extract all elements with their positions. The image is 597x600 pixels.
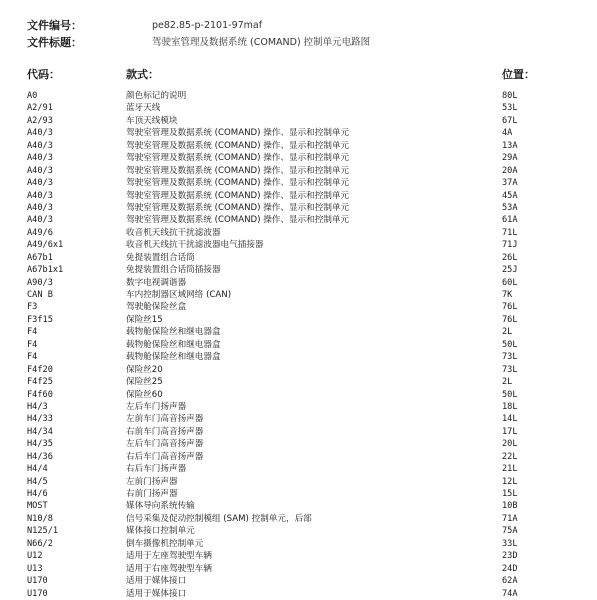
component-description: 驾驶室管理及数据系统 (COMAND) 操作、显示和控制单元 [126,215,350,226]
component-description: 车内控制器区域网络 (CAN) [126,290,232,300]
component-code: A40/3 [27,202,53,213]
component-description: 驾驶舱保险丝盒 [126,302,187,313]
component-code: A67b1x1 [27,265,64,276]
component-position: 10B [502,501,518,512]
component-description: 左后车门高音扬声器 [126,439,204,450]
component-position: 26L [502,252,518,263]
component-position: 53L [502,103,518,114]
component-code: H4/33 [27,414,53,425]
component-code: A40/3 [27,215,53,226]
component-position: 20L [502,439,518,450]
component-code: U13 [27,563,43,574]
component-position: 13A [502,140,518,151]
component-position: 73L [502,352,518,363]
component-code: N66/2 [27,538,53,549]
component-position: 7K [502,290,513,300]
component-code: H4/34 [27,426,53,437]
component-code: U170 [27,576,48,587]
component-description: 收音机天线抗干扰滤波器 [126,227,221,238]
list-item [0,202,597,214]
component-description: 驾驶室管理及数据系统 (COMAND) 操作、显示和控制单元 [126,153,350,164]
component-position: 20A [502,165,518,176]
component-description: 右前车门高音扬声器 [126,426,204,437]
component-code: A49/6x1 [27,240,64,251]
component-description: 左前门扬声器 [126,476,178,487]
component-code: A67b1 [27,252,53,263]
component-position: 24D [502,563,518,574]
component-description: 左后车门扬声器 [126,401,187,412]
component-position: 50L [502,339,518,350]
list-item [0,102,597,114]
component-description: 驾驶室管理及数据系统 (COMAND) 操作、显示和控制单元 [126,178,350,189]
component-description: 保险丝15 [126,314,163,325]
component-description: 倒车摄像机控制单元 [126,538,204,549]
list-item [0,401,597,413]
component-position: 18L [502,401,518,412]
component-list [0,90,597,600]
list-item [0,127,597,139]
component-code: A40/3 [27,178,53,189]
component-position: 29A [502,153,518,164]
list-item [0,563,597,575]
list-item [0,538,597,550]
component-position: 33L [502,538,518,549]
component-code: F4f25 [27,377,53,388]
component-code: N125/1 [27,526,59,537]
component-description: 左前车门高音扬声器 [126,414,204,425]
component-position: 71A [502,513,518,524]
component-code: F4 [27,352,38,363]
column-header-code: 代码： [27,68,60,81]
component-description: 载物舱保险丝和继电器盒 [126,352,221,363]
component-code: A40/3 [27,153,53,164]
component-description: 适用于媒体接口 [126,588,187,599]
component-description: 适用于右座驾驶型车辆 [126,563,212,574]
component-position: 80L [502,91,518,101]
list-item [0,451,597,463]
component-position: 60L [502,277,518,288]
component-code: U170 [27,588,48,599]
component-code: U12 [27,551,43,562]
list-item [0,463,597,475]
list-item [0,389,597,401]
list-item [0,115,597,127]
component-description: 保险丝25 [126,377,163,388]
list-item [0,165,597,177]
doc-number-value: pe82.85-p-2101-97maf [152,20,263,31]
component-position: 76L [502,302,518,313]
component-code: F4f60 [27,389,53,400]
component-description: 驾驶室管理及数据系统 (COMAND) 操作、显示和控制单元 [126,128,350,139]
list-item [0,339,597,351]
component-code: A40/3 [27,165,53,176]
component-position: 74A [502,588,518,599]
component-position: 22L [502,451,518,462]
component-code: A40/3 [27,140,53,151]
component-position: 12L [502,476,518,487]
list-item [0,140,597,152]
component-position: 71J [502,240,518,251]
component-position: 14L [502,414,518,425]
list-item [0,376,597,388]
list-item [0,413,597,425]
component-code: MOST [27,501,48,512]
component-position: 45A [502,190,518,201]
list-item [0,152,597,164]
component-position: 2L [502,327,513,338]
component-position: 4A [502,128,513,139]
component-description: 数字电视调谐器 [126,277,187,288]
list-item [0,476,597,488]
component-code: H4/5 [27,476,48,487]
list-item [0,301,597,313]
list-item [0,214,597,226]
component-description: 载物舱保险丝和继电器盒 [126,339,221,350]
component-description: 驾驶室管理及数据系统 (COMAND) 操作、显示和控制单元 [126,190,350,201]
component-position: 76L [502,314,518,325]
list-item [0,239,597,251]
component-description: 媒体接口控制单元 [126,526,195,537]
list-item [0,277,597,289]
list-item [0,289,597,301]
component-position: 61A [502,215,518,226]
component-position: 62A [502,576,518,587]
component-code: H4/4 [27,464,48,475]
component-position: 53A [502,202,518,213]
list-item [0,438,597,450]
list-item [0,177,597,189]
component-position: 23D [502,551,518,562]
list-item [0,264,597,276]
component-code: A49/6 [27,227,53,238]
component-description: 车顶天线模块 [126,115,178,126]
list-item [0,575,597,587]
component-position: 67L [502,115,518,126]
list-item [0,314,597,326]
list-item [0,364,597,376]
list-item [0,488,597,500]
component-code: F3 [27,302,38,313]
list-item [0,190,597,202]
component-code: A2/91 [27,103,53,114]
list-item [0,252,597,264]
component-code: A40/3 [27,190,53,201]
list-item [0,525,597,537]
component-code: H4/3 [27,401,48,412]
component-description: 蓝牙天线 [126,103,161,114]
list-item [0,426,597,438]
component-position: 17L [502,426,518,437]
component-position: 50L [502,389,518,400]
component-description: 适用于左座驾驶型车辆 [126,551,212,562]
component-description: 驾驶室管理及数据系统 (COMAND) 操作、显示和控制单元 [126,202,350,213]
component-code: A2/93 [27,115,53,126]
component-code: N10/8 [27,513,53,524]
component-position: 37A [502,178,518,189]
component-description: 右后车门高音扬声器 [126,451,204,462]
component-position: 25J [502,265,518,276]
component-code: F4 [27,339,38,350]
component-description: 收音机天线抗干扰滤波器电气插接器 [126,240,264,251]
component-description: 免提装置组合话筒插接器 [126,265,221,276]
column-header-description: 款式： [126,68,159,81]
component-code: CAN B [27,290,53,300]
component-description: 右后车门扬声器 [126,464,187,475]
component-code: F4 [27,327,38,338]
list-item [0,227,597,239]
component-description: 右前门扬声器 [126,489,178,499]
component-code: F4f20 [27,364,53,375]
list-item [0,351,597,363]
component-description: 适用于媒体接口 [126,576,187,587]
component-code: A90/3 [27,277,53,288]
doc-number-label: 文件编号： [27,19,82,32]
list-item [0,588,597,600]
component-code: H4/35 [27,439,53,450]
component-code: H4/36 [27,451,53,462]
component-position: 75A [502,526,518,537]
component-code: H4/6 [27,489,48,499]
list-item [0,326,597,338]
component-position: 2L [502,377,513,388]
component-description: 媒体导向系统传输 [126,501,195,512]
component-description: 信号采集及促动控制模组 (SAM) 控制单元，后部 [126,513,312,524]
component-position: 15L [502,489,518,499]
component-description: 保险丝20 [126,364,163,375]
list-item [0,90,597,102]
column-header-position: 位置： [502,68,535,81]
component-description: 颜色标记的说明 [126,91,187,101]
list-item [0,513,597,525]
component-code: A0 [27,91,38,101]
list-item [0,550,597,562]
component-description: 驾驶室管理及数据系统 (COMAND) 操作、显示和控制单元 [126,140,350,151]
component-code: A40/3 [27,128,53,139]
list-item [0,500,597,512]
component-position: 21L [502,464,518,475]
component-position: 73L [502,364,518,375]
doc-title-value: 驾驶室管理及数据系统 (COMAND) 控制单元电路图 [152,37,371,48]
component-code: F3f15 [27,314,53,325]
component-description: 驾驶室管理及数据系统 (COMAND) 操作、显示和控制单元 [126,165,350,176]
component-description: 载物舱保险丝和继电器盒 [126,327,221,338]
doc-title-label: 文件标题： [27,36,82,49]
component-description: 保险丝60 [126,389,163,400]
component-position: 71L [502,227,518,238]
component-description: 免提装置组合话筒 [126,252,195,263]
